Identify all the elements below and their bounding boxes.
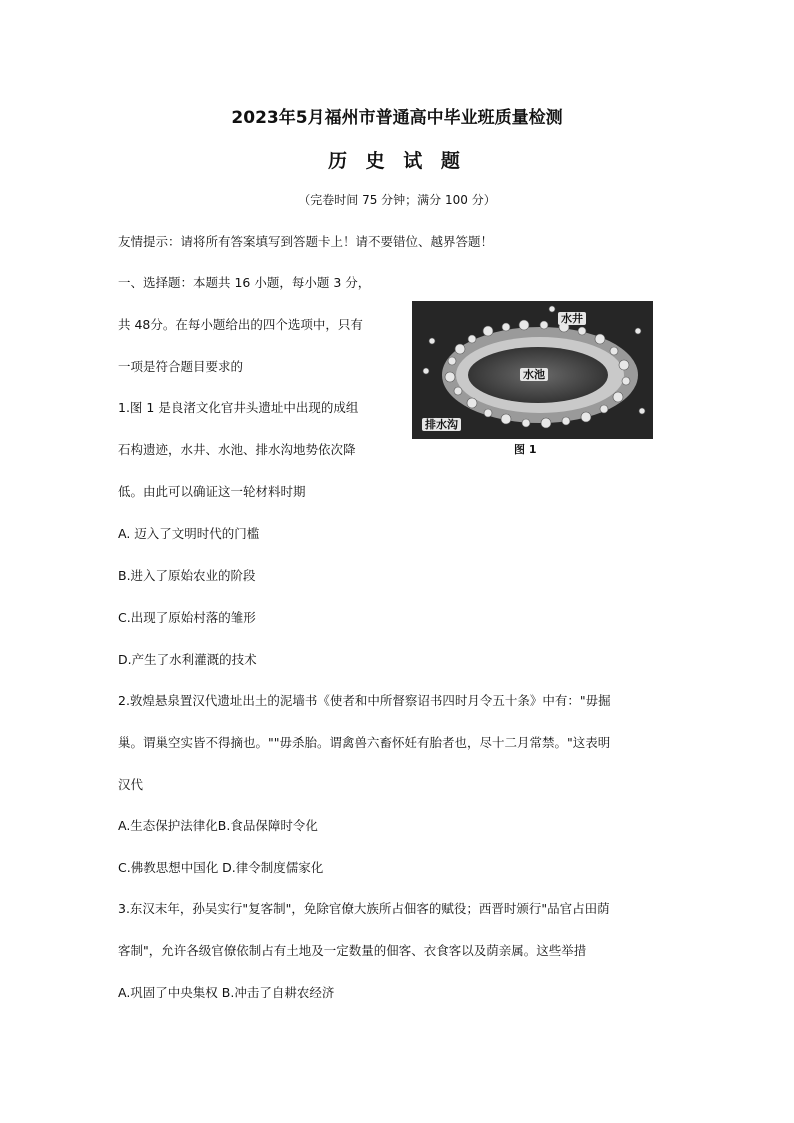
- exam-info: （完卷时间 75 分钟；满分 100 分）: [298, 193, 496, 207]
- question-3-stem: 客制"，允许各级官僚依制占有土地及一定数量的佃客、衣食客以及荫亲属。这些举措: [118, 943, 587, 958]
- question-3-options-ab[interactable]: A.巩固了中央集权 B.冲击了自耕农经济: [118, 985, 335, 1000]
- subject-title: 历 史 试 题: [328, 150, 466, 172]
- question-2-stem: 2.敦煌悬泉置汉代遗址出土的泥墙书《使者和中所督察诏书四时月令五十条》中有："毋掘: [118, 693, 611, 708]
- section-heading: 一、选择题：本题共 16 小题，每小题 3 分，: [118, 275, 371, 290]
- question-1-option-a[interactable]: A. 迈入了文明时代的门槛: [118, 526, 260, 541]
- figure-caption: 图 1: [514, 443, 537, 456]
- question-2-stem: 巢。谓巢空实皆不得摘也。""毋杀胎。谓禽兽六畜怀妊有胎者也，尽十二月常禁。"这表明: [118, 735, 611, 750]
- question-1-option-c[interactable]: C.出现了原始村落的雏形: [118, 610, 256, 625]
- question-2-options-ab[interactable]: A.生态保护法律化B.食品保障时令化: [118, 818, 318, 833]
- label-ditch: 排水沟: [422, 418, 461, 431]
- section-heading: 共 48分。在每小题给出的四个选项中，只有: [118, 317, 363, 332]
- label-well: 水井: [558, 312, 586, 325]
- section-heading: 一项是符合题目要求的: [118, 359, 244, 374]
- exam-title: 2023年5月福州市普通高中毕业班质量检测: [231, 108, 563, 128]
- question-1-stem: 石构遗迹，水井、水池、排水沟地势依次降: [118, 442, 356, 457]
- figure-1-photo: [412, 301, 653, 439]
- question-1-stem: 低。由此可以确证这一轮材料时期: [118, 484, 306, 499]
- notice-text: 友情提示：请将所有答案填写到答题卡上！请不要错位、越界答题！: [118, 234, 494, 249]
- label-pool: 水池: [520, 368, 548, 381]
- question-2-stem: 汉代: [118, 777, 144, 792]
- question-2-options-cd[interactable]: C.佛教思想中国化 D.律令制度儒家化: [118, 860, 324, 875]
- question-1-stem: 1.图 1 是良渚文化官井头遗址中出现的成组: [118, 400, 359, 415]
- question-3-stem: 3.东汉末年，孙吴实行"复客制"，免除官僚大族所占佃客的赋役；西晋时颁行"品官占田荫: [118, 901, 610, 916]
- question-1-option-b[interactable]: B.进入了原始农业的阶段: [118, 568, 256, 583]
- question-1-option-d[interactable]: D.产生了水利灌溉的技术: [118, 652, 257, 667]
